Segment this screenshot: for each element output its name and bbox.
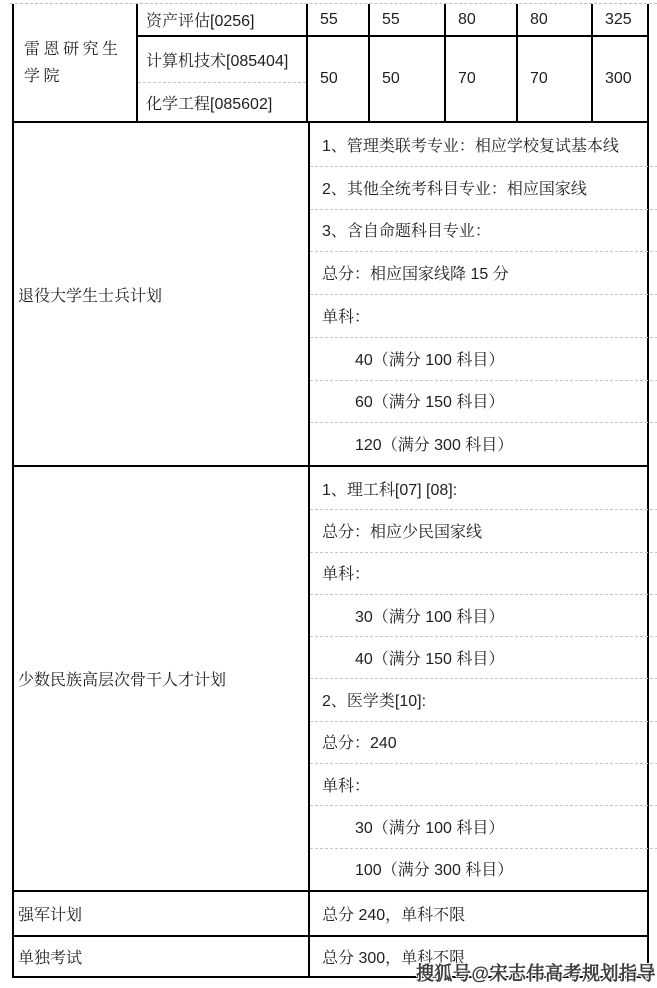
plan-label: 少数民族高层次骨干人才计划 <box>18 672 227 689</box>
school-section <box>14 4 647 123</box>
plan-label-cell <box>14 123 310 465</box>
plan-value: 总分 240，单科不限 <box>322 907 466 924</box>
score-row <box>308 4 647 37</box>
plan-label-cell <box>14 937 310 976</box>
score-row <box>308 37 647 121</box>
plan-section-veteran <box>14 123 647 467</box>
plan-label: 强军计划 <box>18 907 83 924</box>
plan-label: 单独考试 <box>18 950 83 967</box>
score-value: 70 <box>530 70 548 87</box>
plan-label: 退役大学生士兵计划 <box>18 287 163 305</box>
criteria-line: 2、其他全统考科目专业：相应国家线 <box>310 166 647 209</box>
score-value: 300 <box>605 70 632 87</box>
plan-value-cell <box>310 892 647 935</box>
plan-label-cell <box>14 467 310 890</box>
criteria-line: 100（满分 300 科目） <box>355 862 514 880</box>
major-column <box>138 4 308 121</box>
criteria-line: 单科： <box>310 294 647 337</box>
criteria-line: 120（满分 300 科目） <box>355 437 514 455</box>
admission-score-table <box>12 4 649 978</box>
score-value: 80 <box>530 10 548 28</box>
major-name: 化学工程[085602] <box>146 95 273 113</box>
criteria-line: 单科： <box>310 552 647 594</box>
school-name: 雷恩研究生学院 <box>24 40 122 85</box>
major-name: 资产评估[0256] <box>146 13 255 30</box>
score-cell <box>518 4 593 35</box>
score-value: 55 <box>382 10 400 28</box>
criteria-line: 40（满分 100 科目） <box>310 337 647 380</box>
criteria-line: 60（满分 150 科目） <box>310 380 647 423</box>
score-cell <box>370 37 446 121</box>
score-cell <box>593 37 647 121</box>
major-name: 计算机技术[085404] <box>146 53 289 70</box>
criteria-line: 单科： <box>310 763 647 805</box>
plan-label-cell <box>14 892 310 935</box>
score-cell <box>370 4 446 35</box>
score-cell <box>446 37 518 121</box>
major-cell <box>138 83 306 121</box>
school-name-cell <box>14 4 138 121</box>
criteria-line: 3、含自命题科目专业： <box>310 209 647 252</box>
score-value: 70 <box>458 70 476 87</box>
criteria-line: 30（满分 100 科目） <box>310 805 647 847</box>
plan-section-minority <box>14 467 647 892</box>
criteria-line: 1、理工科[07] [08]: <box>310 467 647 509</box>
plan-value: 总分 300，单科不限 <box>322 950 466 967</box>
score-value: 325 <box>605 10 632 28</box>
sohu-watermark: 搜狐号@宋志伟高考规划指导 <box>415 962 656 984</box>
criteria-line: 总分：相应国家线降 15 分 <box>310 251 647 294</box>
score-value: 50 <box>382 70 400 87</box>
major-cell <box>138 37 306 83</box>
criteria-line: 30（满分 100 科目） <box>310 594 647 636</box>
score-value: 80 <box>458 10 476 28</box>
criteria-line: 1、管理类联考专业：相应学校复试基本线 <box>310 123 647 166</box>
criteria-line: 40（满分 150 科目） <box>310 636 647 678</box>
score-cell <box>593 4 647 35</box>
criteria-line: 总分：240 <box>310 721 647 763</box>
score-cell <box>518 37 593 121</box>
plan-row-qiangjun <box>14 892 647 937</box>
score-cell <box>308 37 370 121</box>
score-cell <box>446 4 518 35</box>
score-columns <box>308 4 647 121</box>
plan-criteria-list <box>310 467 647 890</box>
major-cell <box>138 4 306 37</box>
score-value: 50 <box>320 70 338 87</box>
criteria-line: 总分：相应少民国家线 <box>310 509 647 551</box>
plan-criteria-list <box>310 123 647 465</box>
score-value: 55 <box>320 10 338 28</box>
criteria-line: 2、医学类[10]: <box>310 678 647 720</box>
score-cell <box>308 4 370 35</box>
